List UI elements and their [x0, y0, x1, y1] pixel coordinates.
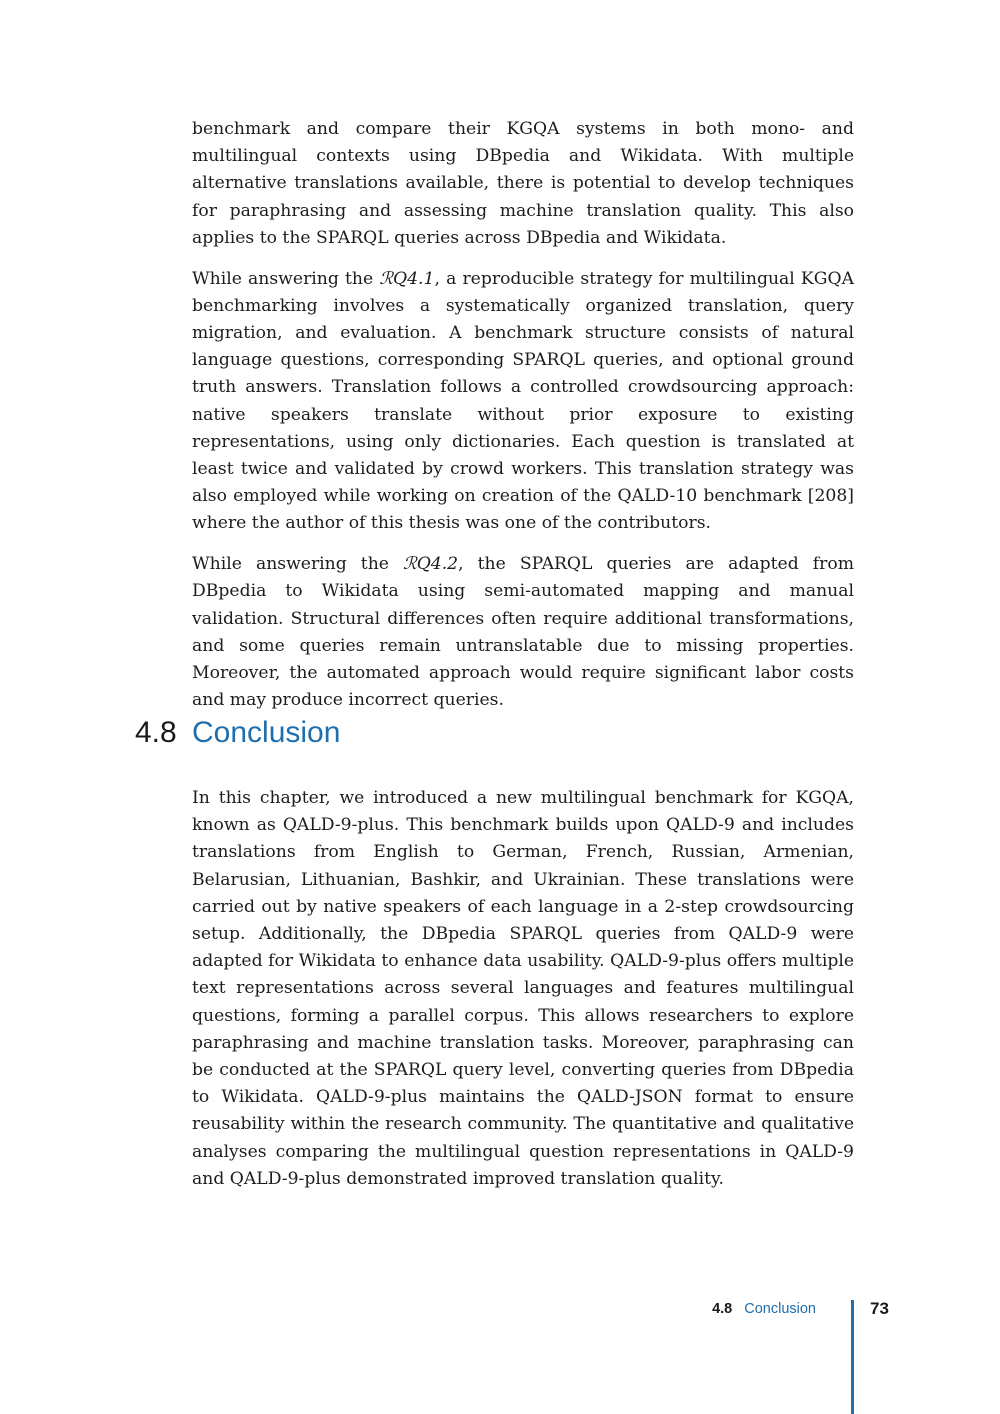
section-heading [135, 713, 340, 753]
paragraph-rq4-2-body: , the SPARQL queries are adapted from DBpedia to Wikidata using semi-automated mapping and manual validation. Structural differences often require additional transformations, and some queries remain untranslatable due to missing properties. Moreover, the automated approach would require significant labor costs and may produce incorrect queries. [192, 554, 854, 711]
section-number: 4.8 [135, 716, 177, 749]
conclusion-body [192, 785, 854, 1193]
page-number: 73 [870, 1299, 889, 1318]
page-footer [600, 1296, 890, 1414]
footer-section-title: Conclusion [744, 1301, 816, 1317]
research-question-ref-rq4-1: ℛQ4.1 [379, 268, 435, 289]
section-title: Conclusion [192, 716, 341, 749]
research-question-ref-rq4-2: ℛQ4.2 [402, 554, 459, 575]
paragraph-rq4-2 [192, 551, 854, 714]
paragraph-rq4-1-lead: While answering the [192, 268, 380, 289]
paragraph-translation-potential: benchmark and compare their KGQA systems in both mono- and multilingual contexts using DBpedia and Wikidata. With multiple alternative translations available, there is potential to develop techniques for paraphrasing and assessing machine translation quality. This also applies to the SPARQL queries across DBpedia and Wikidata. [192, 119, 854, 248]
footer-divider [851, 1300, 854, 1414]
footer-section-number: 4.8 [712, 1301, 733, 1317]
paragraph-rq4-2-lead: While answering the [192, 554, 403, 575]
body-text-continued [192, 116, 854, 714]
paragraph-rq4-1-body: , a reproducible strategy for multilingual KGQA benchmarking involves a systematically organized translation, query migration, and evaluation. A benchmark structure consists of natural language questions, corresponding SPARQL queries, and optional ground truth answers. Translation follows a controlled crowdsourcing approach: native speakers translate without prior exposure to existing representations, using only dictionaries. Each question is translated at least twice and validated by crowd workers. This translation strategy was also employed while working on creation of the QALD-10 benchmark [208] where the author of this thesis was one of the contributors. [192, 268, 855, 534]
paragraph-rq4-1 [192, 266, 854, 538]
running-header [712, 1301, 816, 1317]
conclusion-paragraph: In this chapter, we introduced a new multilingual benchmark for KGQA, known as QALD-9-plus. This benchmark builds upon QALD-9 and includes translations from English to German, French, Russian, Armenian, Belarusian, Lithuanian, Bashkir, and Ukrainian. These translations were carried out by native speakers of each language in a 2-step crowdsourcing setup. Additionally, the DBpedia SPARQL queries from QALD-9 were adapted for Wikidata to enhance data usability. QALD-9-plus offers multiple text representations across several languages and features multilingual questions, forming a parallel corpus. This allows researchers to explore paraphrasing and machine translation tasks. Moreover, paraphrasing can be conducted at the SPARQL query level, converting queries from DBpedia to Wikidata. QALD-9-plus maintains the QALD-JSON format to ensure reusability within the research community. The quantitative and qualitative analyses comparing the multilingual question representations in QALD-9 and QALD-9-plus demonstrated improved translation quality. [192, 788, 854, 1189]
